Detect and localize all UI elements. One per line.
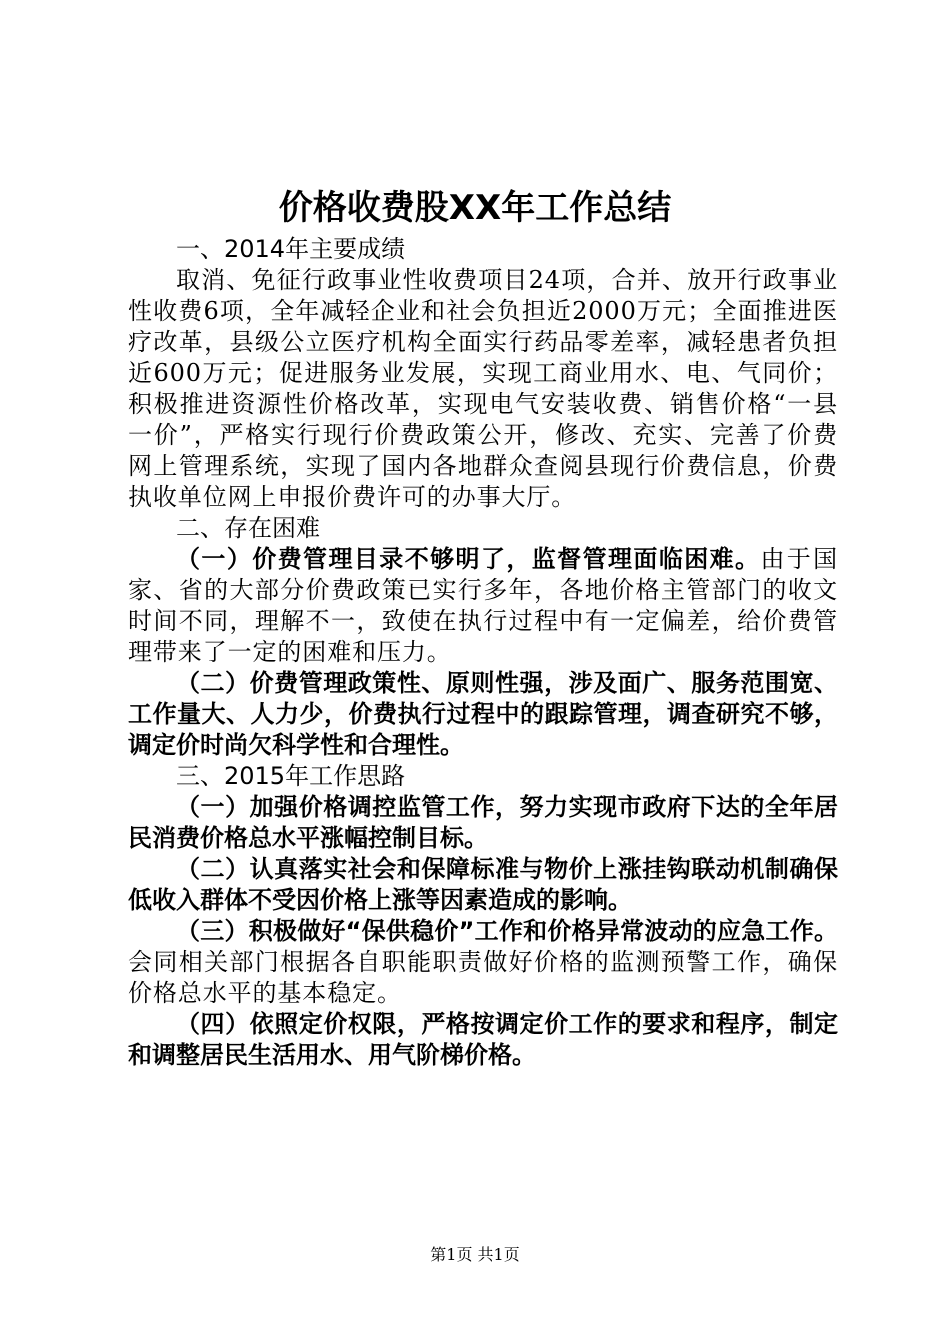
document-body bbox=[128, 234, 838, 1071]
plan-item-4: （四）依照定价权限，严格按调定价工作的要求和程序，制定和调整居民生活用水、用气阶梯价格。 bbox=[128, 1010, 838, 1069]
plan-item-1: （一）加强价格调控监管工作，努力实现市政府下达的全年居民消费价格总水平涨幅控制目标。 bbox=[128, 793, 838, 852]
section-heading-plan: 三、2015年工作思路 bbox=[176, 762, 406, 790]
difficulty-item-1-text: 由于国家、省的大部分价费政策已实行多年，各地价格主管部门的收文时间不同，理解不一，致使在执行过程中有一定偏差，给价费管理带来了一定的困难和压力。 bbox=[128, 545, 839, 666]
achievements-paragraph: 取消、免征行政事业性收费项目24项，合并、放开行政事业性收费6项，全年减轻企业和社会负担近2000万元；全面推进医疗改革，县级公立医疗机构全面实行药品零差率，减轻患者负担近600万元；促进服务业发展，实现工商业用水、电、气同价；积极推进资源性价格改革，实现电气安装收费、销售价格“一县一价”，严格实行现行价费政策公开，修改、充实、完善了价费网上管理系统，实现了国内各地群众查阅县现行价费信息，价费执收单位网上申报价费许可的办事大厅。 bbox=[128, 266, 838, 511]
section-heading-difficulties: 二、存在困难 bbox=[176, 514, 320, 542]
difficulty-item-1-lead: （一）价费管理目录不够明了，监督管理面临困难。 bbox=[176, 545, 761, 573]
plan-item-3 bbox=[128, 916, 838, 1009]
plan-item-3-lead: （三）积极做好“保供稳价”工作和价格异常波动的应急工作。 bbox=[176, 917, 838, 945]
page-number-footer: 第1页 共1页 bbox=[430, 1245, 520, 1264]
plan-item-3-text: 会同相关部门根据各自职能职责做好价格的监测预警工作，确保价格总水平的基本稳定。 bbox=[128, 948, 838, 1007]
difficulty-item-2: （二）价费管理政策性、原则性强，涉及面广、服务范围宽、工作量大、人力少，价费执行过程中的跟踪管理，调查研究不够，调定价时尚欠科学性和合理性。 bbox=[128, 669, 838, 759]
difficulty-item-1 bbox=[128, 544, 838, 668]
section-heading-achievements: 一、2014年主要成绩 bbox=[176, 235, 406, 263]
document-title: 价格收费股XX年工作总结 bbox=[278, 188, 672, 228]
plan-item-2: （二）认真落实社会和保障标准与物价上涨挂钩联动机制确保低收入群体不受因价格上涨等因素造成的影响。 bbox=[128, 855, 838, 914]
